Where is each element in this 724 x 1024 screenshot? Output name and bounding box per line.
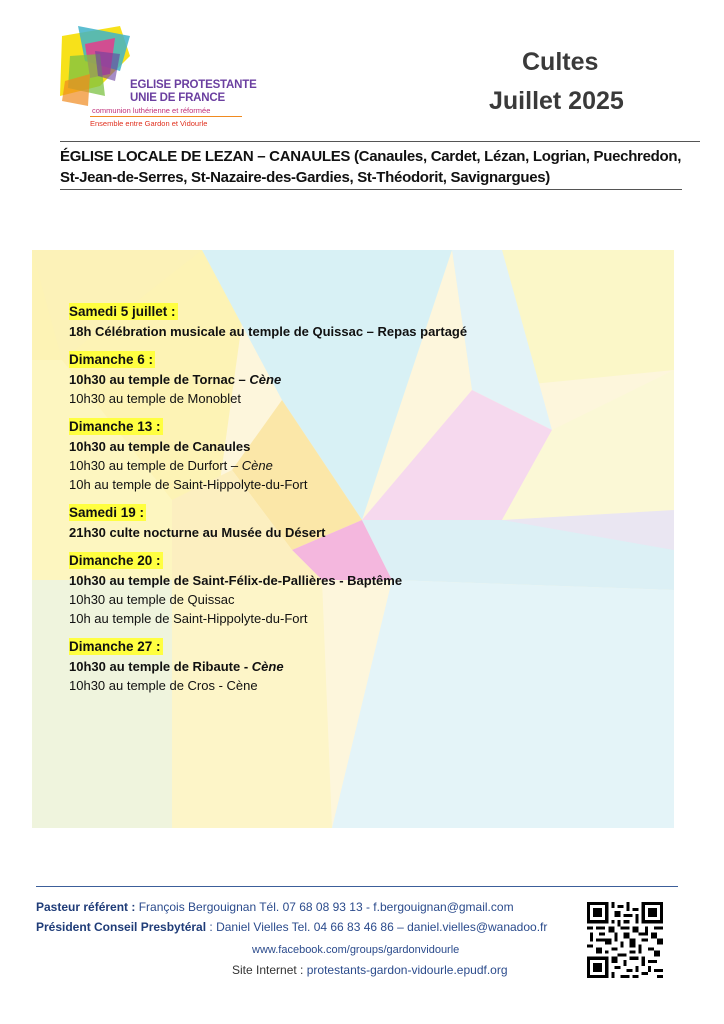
- service-line: 10h au temple de Saint-Hippolyte-du-Fort: [69, 611, 308, 626]
- pastor-value: François Bergouignan Tél. 07 68 08 93 13 - f.bergouignan@gmail.com: [135, 900, 514, 914]
- service-line: 10h30 au temple de Quissac: [69, 592, 235, 607]
- qr-code-icon: [587, 902, 663, 978]
- page-subtitle: Juillet 2025: [489, 87, 624, 115]
- service-line: 21h30 culte nocturne au Musée du Désert: [69, 525, 326, 540]
- church-logo-mark-icon: [60, 26, 135, 106]
- logo-line-1: EGLISE PROTESTANTE: [130, 79, 257, 91]
- schedule-day: [69, 638, 629, 695]
- day-label: Samedi 19 :: [69, 505, 145, 520]
- schedule-day: [69, 504, 629, 542]
- day-label: Dimanche 27 :: [69, 639, 161, 654]
- service-line: 10h30 au temple de Monoblet: [69, 391, 242, 406]
- site-link[interactable]: protestants-gardon-vidourle.epudf.org: [306, 963, 508, 977]
- service-line: 10h au temple de Saint-Hippolyte-du-Fort: [69, 477, 308, 492]
- logo-line-2: UNIE DE FRANCE: [130, 92, 225, 104]
- service-line: 10h30 au temple de Durfort – Cène: [69, 458, 273, 473]
- schedule-day: [69, 418, 629, 494]
- logo-subtitle: Ensemble entre Gardon et Vidourle: [90, 119, 208, 128]
- pastor-contact: [36, 900, 596, 914]
- pastor-label: Pasteur référent :: [36, 900, 136, 914]
- parish-description: ÉGLISE LOCALE DE LEZAN – CANAULES (Canaules, Cardet, Lézan, Logrian, Puechredon, St-Jean-de-Serres, St-Nazaire-des-Gardies, St-Théodorit, Savignargues): [60, 148, 682, 186]
- president-value: : Daniel Vielles Tel. 04 66 83 46 86 – daniel.vielles@wanadoo.fr: [206, 920, 548, 934]
- page-title: Cultes: [522, 48, 599, 76]
- service-line: 10h30 au temple de Canaules: [69, 439, 251, 454]
- schedule-day: [69, 552, 629, 628]
- president-label: Président Conseil Presbytéral: [36, 920, 207, 934]
- service-line: 10h30 au temple de Tornac – Cène: [69, 372, 282, 387]
- president-contact: [36, 920, 596, 934]
- schedule-day: [69, 351, 629, 408]
- day-label: Dimanche 20 :: [69, 553, 161, 568]
- service-line: 18h Célébration musicale au temple de Quissac – Repas partagé: [69, 324, 468, 339]
- service-schedule: [69, 303, 629, 705]
- site-label: Site Internet :: [232, 963, 307, 977]
- service-line: 10h30 au temple de Ribaute - Cène: [69, 659, 284, 674]
- service-note: Cène: [249, 372, 282, 387]
- service-note: Cène: [251, 659, 284, 674]
- day-label: Dimanche 13 :: [69, 419, 161, 434]
- logo-tagline: communion luthérienne et réformée: [92, 106, 211, 115]
- day-label: Samedi 5 juillet :: [69, 304, 176, 319]
- schedule-day: [69, 303, 629, 341]
- parish-divider: [60, 189, 682, 190]
- logo-divider: [90, 116, 242, 117]
- top-divider: [60, 141, 700, 142]
- service-line: 10h30 au temple de Saint-Félix-de-Pallières - Baptême: [69, 573, 403, 588]
- service-line: 10h30 au temple de Cros - Cène: [69, 678, 258, 693]
- service-note: Cène: [241, 458, 273, 473]
- church-logo: [60, 26, 260, 136]
- day-label: Dimanche 6 :: [69, 352, 154, 367]
- footer-divider: [36, 886, 678, 887]
- facebook-link[interactable]: www.facebook.com/groups/gardonvidourle: [252, 944, 460, 956]
